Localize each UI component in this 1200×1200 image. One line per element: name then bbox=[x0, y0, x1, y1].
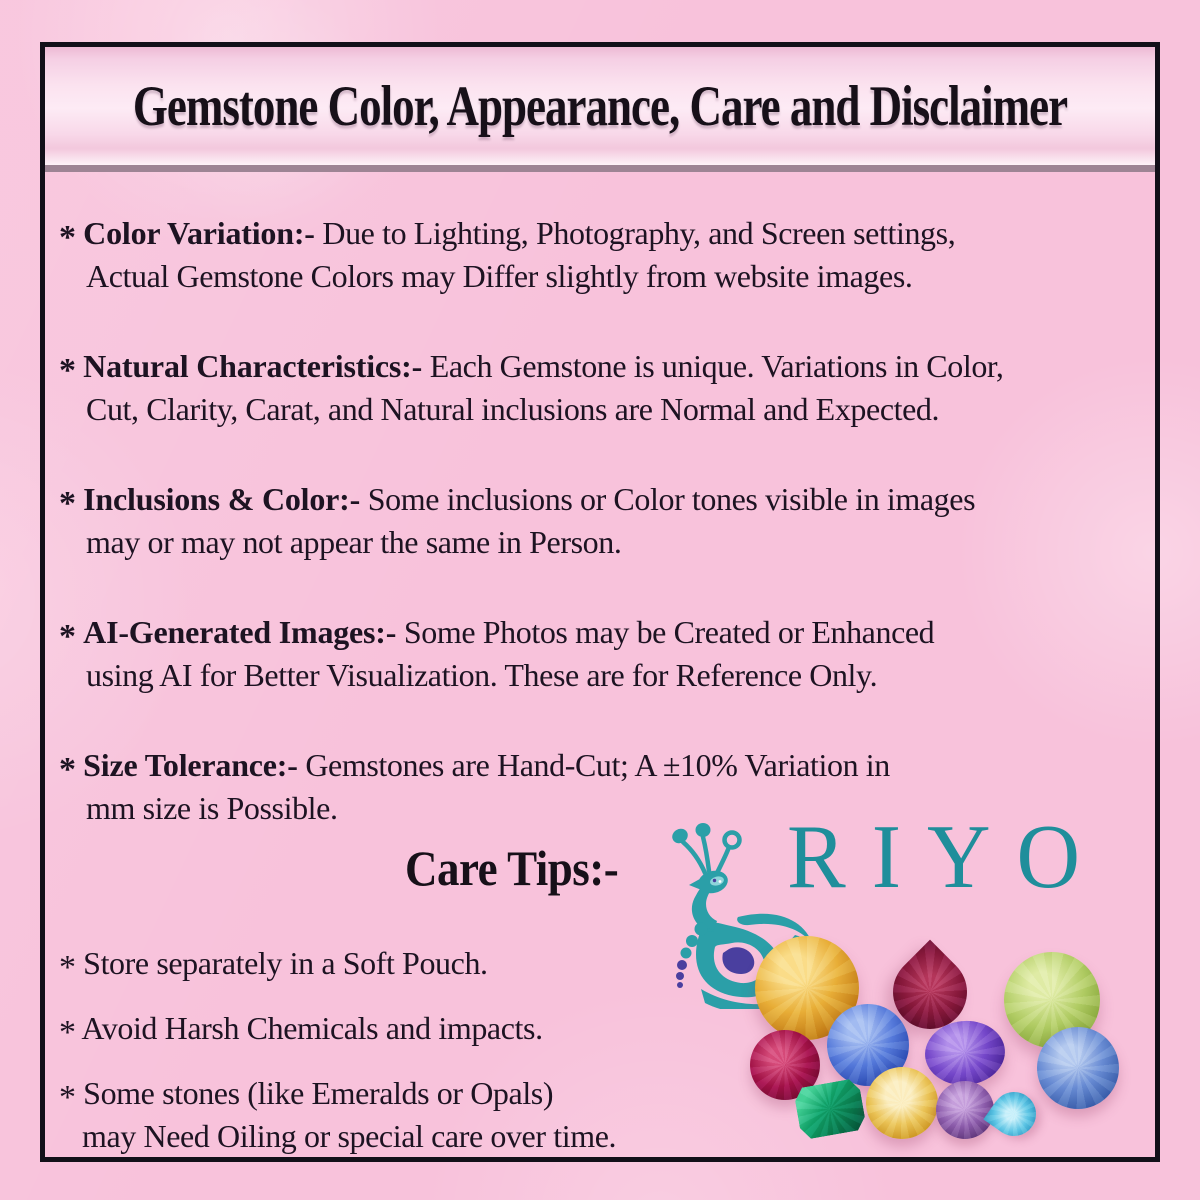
care-tip-text: Store separately in a Soft Pouch. bbox=[83, 945, 488, 981]
disclaimer-label: Inclusions & Color:- bbox=[83, 481, 361, 517]
asterisk-bullet: * bbox=[59, 618, 76, 655]
disclaimer-item-natural-characteristics bbox=[59, 345, 1133, 430]
disclaimer-text: Actual Gemstone Colors may Differ slightly from website images. bbox=[86, 258, 913, 294]
asterisk-bullet: * bbox=[59, 949, 76, 986]
care-tip-avoid-chemicals bbox=[59, 1007, 759, 1050]
gem-yellow-sapphire-icon bbox=[866, 1067, 938, 1139]
gem-aquamarine-icon bbox=[983, 1083, 1044, 1144]
brand-wordmark: RIYO bbox=[787, 807, 1107, 908]
page-title: Gemstone Color, Appearance, Care and Disclaimer bbox=[132, 74, 1068, 138]
asterisk-bullet: * bbox=[59, 485, 76, 522]
disclaimer-text: mm size is Possible. bbox=[86, 790, 338, 826]
disclaimer-item-inclusions-color bbox=[59, 478, 1133, 563]
care-tip-text: Avoid Harsh Chemicals and impacts. bbox=[81, 1010, 543, 1046]
disclaimer-item-color-variation bbox=[59, 212, 1133, 297]
gemstone-cluster-image bbox=[743, 933, 1167, 1157]
disclaimer-label: Color Variation:- bbox=[83, 215, 315, 251]
disclaimer-text: Cut, Clarity, Carat, and Natural inclusions are Normal and Expected. bbox=[86, 391, 940, 427]
content-frame bbox=[40, 42, 1160, 1162]
disclaimer-label: Size Tolerance:- bbox=[83, 747, 298, 783]
asterisk-bullet: * bbox=[59, 352, 76, 389]
care-tips-heading: Care Tips:- bbox=[405, 841, 619, 897]
disclaimer-text: Due to Lighting, Photography, and Screen settings, bbox=[322, 215, 956, 251]
asterisk-bullet: * bbox=[59, 1079, 76, 1116]
disclaimer-text: may or may not appear the same in Person. bbox=[86, 524, 622, 560]
care-tip-text: may Need Oiling or special care over time. bbox=[82, 1118, 617, 1154]
care-tips-list bbox=[59, 942, 759, 1179]
care-tip-soft-pouch bbox=[59, 942, 759, 985]
disclaimer-text: Some inclusions or Color tones visible in images bbox=[367, 481, 976, 517]
title-banner bbox=[45, 47, 1155, 172]
disclaimer-text: Some Photos may be Created or Enhanced bbox=[403, 614, 935, 650]
gem-purple-spinel-icon bbox=[936, 1081, 994, 1139]
gem-blue-topaz-icon bbox=[1037, 1027, 1119, 1109]
asterisk-bullet: * bbox=[59, 751, 76, 788]
disclaimer-item-ai-generated-images bbox=[59, 611, 1133, 696]
disclaimer-label: Natural Characteristics:- bbox=[83, 348, 423, 384]
disclaimer-label: AI-Generated Images:- bbox=[83, 614, 397, 650]
care-tip-oiling bbox=[59, 1072, 759, 1157]
asterisk-bullet: * bbox=[59, 1014, 76, 1051]
disclaimer-text: Each Gemstone is unique. Variations in Color, bbox=[429, 348, 1004, 384]
disclaimer-list bbox=[59, 212, 1133, 877]
disclaimer-text: using AI for Better Visualization. These are for Reference Only. bbox=[86, 657, 878, 693]
disclaimer-text: Gemstones are Hand-Cut; A ±10% Variation in bbox=[305, 747, 890, 783]
asterisk-bullet: * bbox=[59, 219, 76, 256]
care-tip-text: Some stones (like Emeralds or Opals) bbox=[83, 1075, 554, 1111]
